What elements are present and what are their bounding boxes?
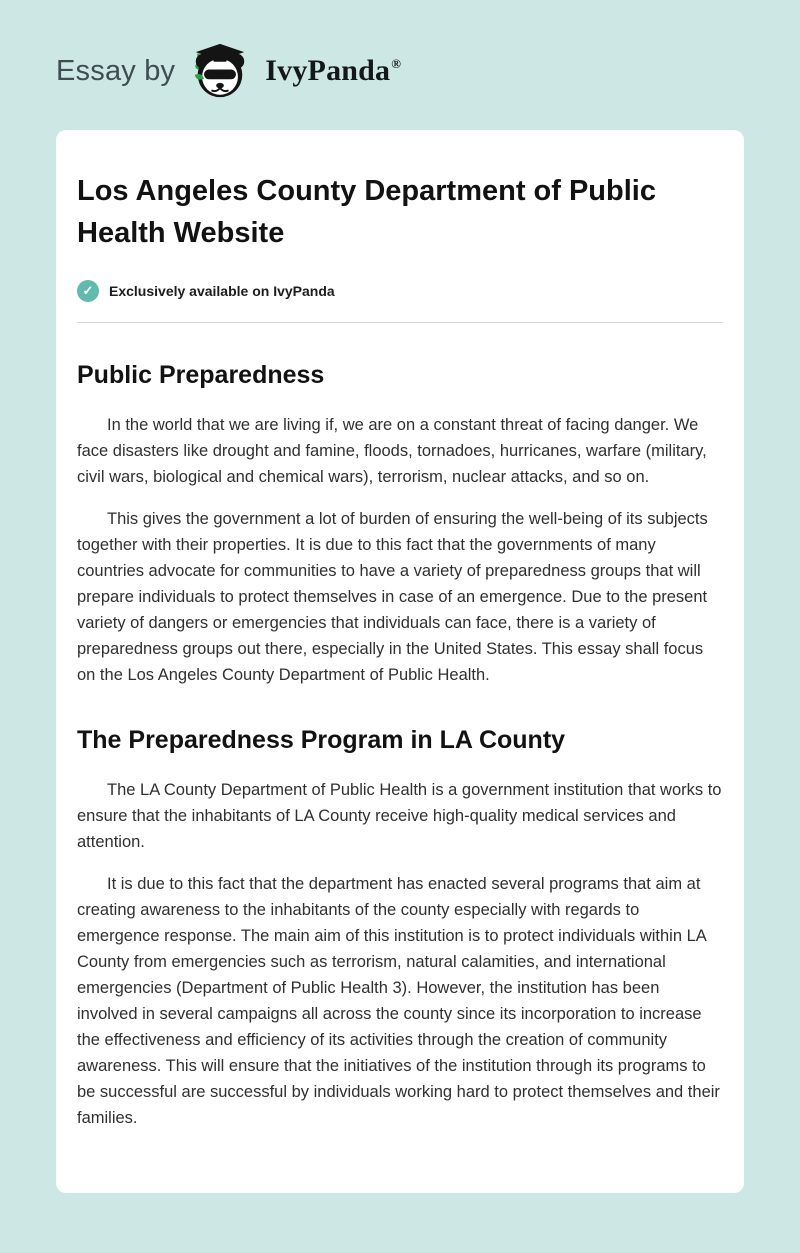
panda-graduate-icon [189,42,251,100]
registered-mark: ® [391,56,402,71]
body-paragraph: It is due to this fact that the department has enacted several programs that aim at creating awareness to the inhabitants of the county especially with regards to emergence response. The main aim of this institution is to protect individuals within LA County from emergencies such as terrorism, natural calamities, and international emergencies (Department of Public Health 3). However, the institution has been involved in several campaigns all across the county since its incorporation to increase the effectiveness and efficiency of its activities through the creation of community awareness. This will ensure that the initiatives of the institution through its programs to be successful are successful by individuals working hard to protect themselves and their families. [77,875,720,1128]
section-heading: Public Preparedness [77,361,325,390]
availability-label: Exclusively available on IvyPanda [109,283,335,300]
page-title: Los Angeles County Department of Public Health Website [77,175,656,250]
article-card [56,130,744,1193]
body-paragraph: This gives the government a lot of burden of ensuring the well-being of its subjects together with their properties. It is due to this fact that the governments of many countries advocate for communities to have a variety of preparedness groups that will prepare individuals to protect themselves in case of an emergence. Due to the present variety of dangers or emergencies that individuals can face, there is a variety of preparedness groups out there, especially in the United States. This essay shall focus on the Los Angeles County Department of Public Health. [77,510,708,685]
essay-by-label: Essay by [56,54,176,87]
brand-name-label: IvyPanda [265,54,391,87]
section-heading: The Preparedness Program in LA County [77,726,566,755]
site-header [0,0,800,126]
body-paragraph: The LA County Department of Public Health is a government institution that works to ensure that the inhabitants of LA County receive high-quality medical services and attention. [77,781,722,852]
section-preparedness-program [77,726,723,1131]
availability-row [77,280,723,323]
check-icon: ✓ [77,280,99,302]
body-paragraph: In the world that we are living if, we are on a constant threat of facing danger. We face disasters like drought and famine, floods, tornadoes, hurricanes, warfare (military, civil wars, biological and chemical wars), terrorism, nuclear attacks, and so on. [77,416,707,487]
brand-logo-text [265,54,401,88]
section-public-preparedness [77,361,723,688]
